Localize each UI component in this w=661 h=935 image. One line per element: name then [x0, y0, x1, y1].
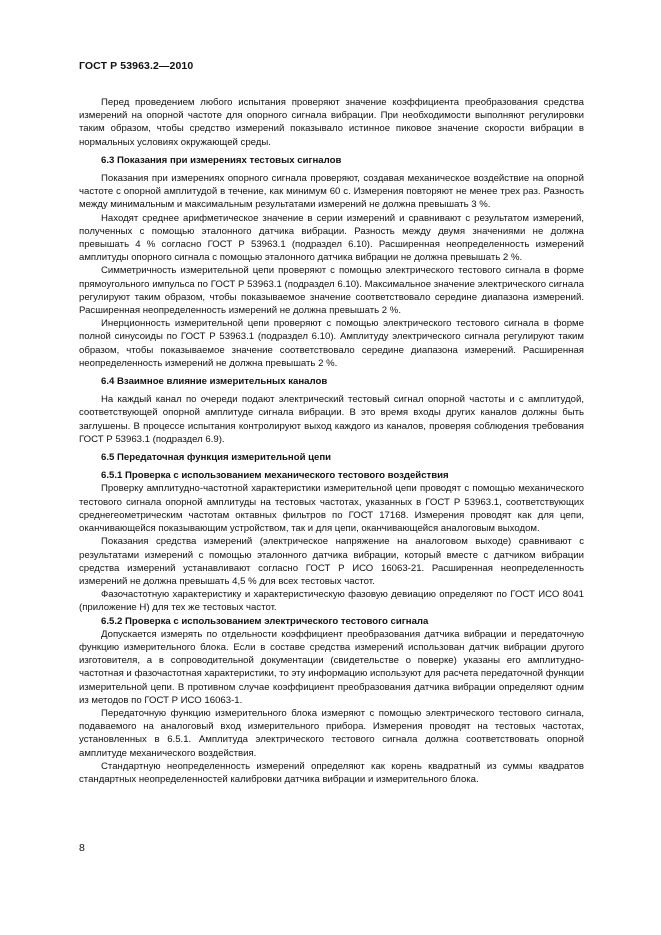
page-number: 8 — [79, 842, 85, 854]
paragraph: На каждый канал по очереди подают электрический тестовый сигнал опорной частоты и с амплитудой, соответствующей опорной амплитуде сигнала вибрации. В это время входы других каналов должны быть заглушены. В процессе испытания контролируют выход каждого из каналов, проверяя соблюдения требования ГОСТ Р 53963.1 (подраздел 6.9). — [79, 394, 584, 445]
paragraph: Фазочастотную характеристику и характеристическую фазовую девиацию определяют по ГОСТ ИСО 8041 (приложение Н) для тех же тестовых частот. — [79, 589, 584, 614]
subsection-heading-6-5-2: 6.5.2 Проверка с использованием электрического тестового сигнала — [101, 615, 429, 627]
paragraph: Показания средства измерений (электрическое напряжение на аналоговом выходе) сравнивают с результатами измерений с помощью эталонного датчика вибрации, который вместе с датчиком вибрации средства измерений устанавливают согласно ГОСТ Р ИСО 16063-21. Расширенная неопределенность измерений не должна превышать 4,5 % для всех тестовых частот. — [79, 536, 584, 587]
paragraph: Показания при измерениях опорного сигнала проверяют, создавая механическое воздействие на опорной частоте с опорной амплитудой в течение, как минимум 60 с. Измерения повторяют не менее трех раз. Разность между минимальным и максимальным результатами измерений не должна превышать 3 %. — [79, 173, 584, 211]
section-heading-6-4: 6.4 Взаимное влияние измерительных каналов — [101, 376, 328, 388]
section-heading-6-5: 6.5 Передаточная функция измерительной цепи — [101, 452, 332, 464]
paragraph: Проверку амплитудно-частотной характеристики измерительной цепи проводят с помощью механического тестового сигнала опорной амплитуды на тестовых частотах, указанных в ГОСТ Р 53963.1, соответствующих среднегеометрическим частотам октавных фильтров по ГОСТ 17168. Измерения проводят как для цепи, оканчивающейся показывающим устройством, так и для цепи, оканчивающейся аналоговым выходом. — [79, 483, 584, 535]
paragraph: Передаточную функцию измерительного блока измеряют с помощью электрического тестового сигнала, подаваемого на аналоговый вход измерительного прибора. Измерения проводят на тестовых частотах, установленных в 6.5.1. Амплитуда электрического тестового сигнала должна соответствовать опорной амплитуде механического воздействия. — [79, 707, 584, 759]
paragraph: Допускается измерять по отдельности коэффициент преобразования датчика вибрации и передаточную функцию измерительного блока. Если в составе средства измерений использован датчик вибрации другого изготовителя, а в сопроводительной документации (свидетельстве о поверке) указаны его амплитудно-частотная и фазочастотная характеристики, то эту информацию используют для расчета передаточной функции измерительной цепи. В противном случае коэффициент преобразования датчика вибрации определяют одним из методов по ГОСТ Р ИСО 16063-1. — [79, 628, 584, 706]
section-heading-6-3: 6.3 Показания при измерениях тестовых сигналов — [101, 154, 342, 166]
paragraph: Находят среднее арифметическое значение в серии измерений и сравнивают с результатом измерений, полученных с помощью эталонного датчика вибрации. Разность между двумя значениями не должна превышать 4 % согласно ГОСТ Р 53963.1 (подраздел 6.10). Расширенная неопределенность измерений амплитуды опорного сигнала с помощью эталонного датчика вибрации не должна превышать 2 %. — [79, 212, 584, 264]
subsection-heading-6-5-1: 6.5.1 Проверка с использованием механического тестового воздействия — [101, 470, 449, 482]
document-page — [79, 60, 584, 786]
paragraph: Инерционность измерительной цепи проверяют с помощью электрического тестового сигнала в форме полной синусоиды по ГОСТ Р 53963.1 (подраздел 6.10). Амплитуду электрического сигнала регулируют таким образом, чтобы показываемое значение соответствовало середине диапазона измерений. Расширенная неопределенность измерений не должна превышать 2 %. — [79, 318, 584, 369]
paragraph: Стандартную неопределенность измерений определяют как корень квадратный из суммы квадратов стандартных неопределенностей калибровки датчика вибрации и измерительного блока. — [79, 760, 584, 785]
paragraph: Симметричность измерительной цепи проверяют с помощью электрического тестового сигнала в форме прямоугольного импульса по ГОСТ Р 53963.1 (подраздел 6.10). Максимальное значение электрического сигнала регулируют таким образом, чтобы показываемое значение соответствовало середине диапазона измерений. Расширенная неопределенность измерений не должна превышать 2 %. — [79, 265, 584, 317]
document-header: ГОСТ Р 53963.2—2010 — [79, 60, 194, 72]
paragraph: Перед проведением любого испытания проверяют значение коэффициента преобразования средства измерений на опорной частоте для опорного сигнала вибрации. При необходимости выполняют регулировки таким образом, чтобы средство измерений показывало истинное пиковое значение скорости вибрации в нормальных условиях окружающей среды. — [79, 97, 584, 148]
